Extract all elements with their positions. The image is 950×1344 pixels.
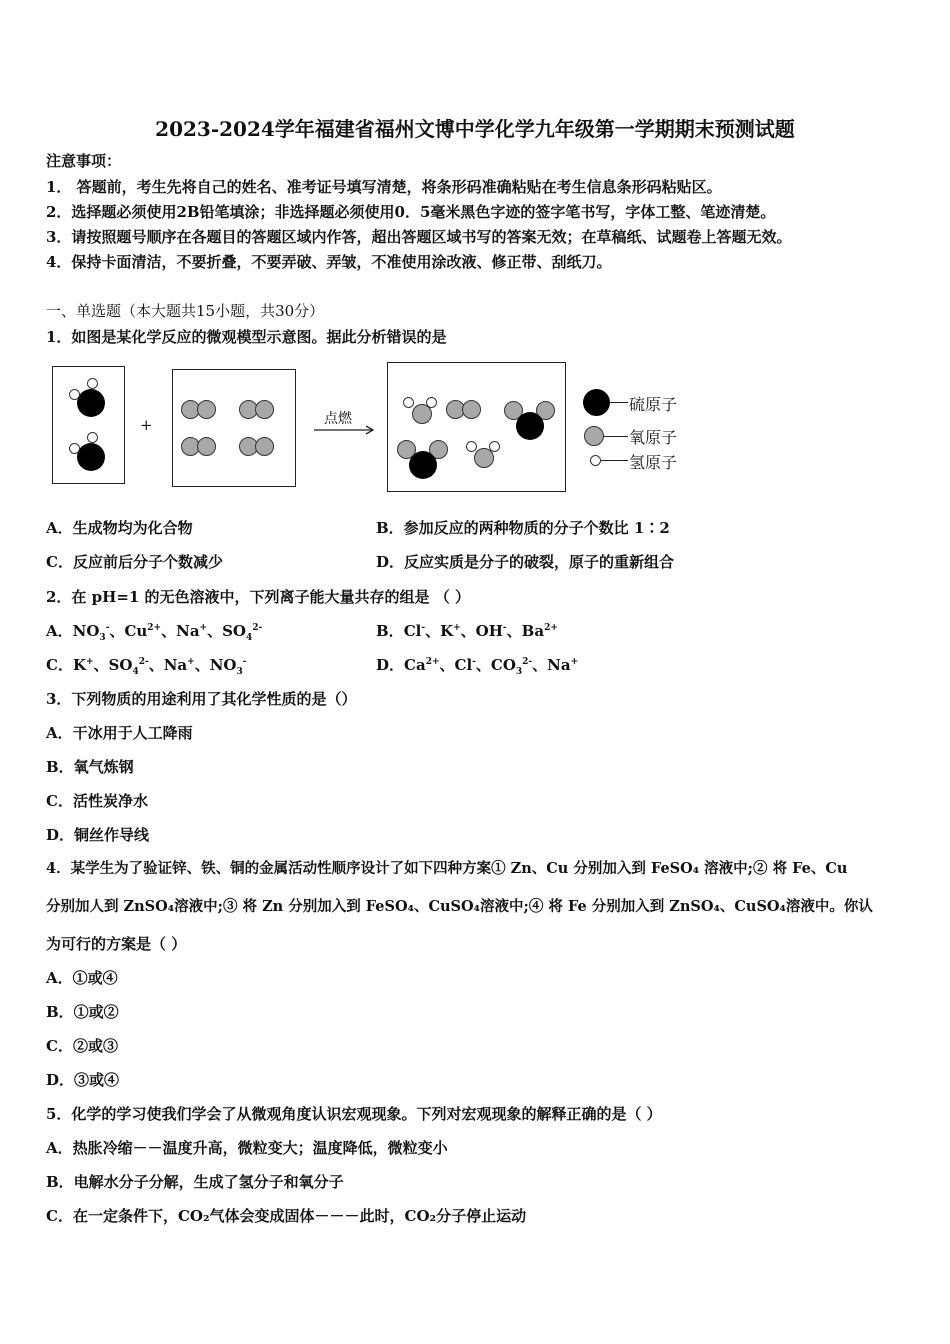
q4-option-b: B．①或②: [46, 1003, 119, 1021]
legend-sulfur-label: 硫原子: [629, 395, 678, 414]
q1-option-c: C．反应前后分子个数减少: [46, 553, 223, 571]
q2-option-c: C．K+、$SO_4^{2-}$、Na+、$NO_3^-$: [46, 656, 247, 677]
q5-option-a: A．热胀冷缩－－温度升高，微粒变大；温度降低，微粒变小: [46, 1139, 448, 1157]
page-title: 2023-2024学年福建省福州文博中学化学九年级第一学期期末预测试题: [155, 117, 795, 141]
notice-item-2: 2．选择题必须使用2B铅笔填涂；非选择题必须使用0．5毫米黑色字迹的签字笔书写，字体工整、笔迹清楚。: [46, 203, 776, 221]
q2-stem: 2．在 pH=1 的无色溶液中，下列离子能大量共存的组是 （ ）: [46, 588, 470, 606]
q5-stem: 5．化学的学习使我们学会了从微观角度认识宏观现象。下列对宏观现象的解释正确的是（ ）: [46, 1105, 662, 1123]
hydrogen-atom: [69, 443, 80, 454]
legend-sulfur-icon: [583, 389, 610, 416]
section-heading: 一、单选题（本大题共15小题，共30分）: [46, 302, 325, 320]
q3-option-a: A．干冰用于人工降雨: [46, 724, 193, 742]
legend-line: [601, 460, 628, 461]
product-box: [387, 362, 566, 492]
arrow-label: 点燃: [324, 411, 352, 427]
q3-stem: 3．下列物质的用途利用了其化学性质的是（）: [46, 690, 357, 708]
reactant-box-h2s: [52, 366, 125, 484]
notice-heading: 注意事项：: [46, 152, 122, 170]
oxygen-atom: [197, 400, 216, 419]
hydrogen-atom: [466, 441, 477, 452]
oxygen-atom: [462, 400, 481, 419]
legend-oxygen-label: 氧原子: [629, 428, 678, 447]
legend-oxygen-icon: [584, 426, 604, 446]
q1-option-d: D．反应实质是分子的破裂，原子的重新组合: [376, 553, 675, 571]
q4-option-a: A．①或④: [46, 969, 118, 987]
q4-stem-line1: 4．某学生为了验证锌、铁、铜的金属活动性顺序设计了如下四种方案① Zn、Cu 分别加入到 FeSO₄ 溶液中;② 将 Fe、Cu: [46, 860, 848, 877]
oxygen-atom: [255, 437, 274, 456]
hydrogen-atom: [69, 389, 80, 400]
hydrogen-atom: [426, 397, 437, 408]
q2-option-b: B．Cl-、K+、OH-、$Ba^{2+}$: [376, 622, 558, 640]
legend-hydrogen-label: 氢原子: [629, 453, 678, 472]
notice-item-1: 1． 答题前，考生先将自己的姓名、准考证号填写清楚，将条形码准确粘贴在考生信息条形码粘贴区。: [46, 178, 722, 196]
oxygen-atom: [255, 400, 274, 419]
q5-option-c: C．在一定条件下，CO₂气体会变成固体－－－此时，CO₂分子停止运动: [46, 1207, 527, 1225]
legend-line: [610, 402, 628, 403]
sulfur-atom: [77, 443, 105, 471]
q4-option-d: D．③或④: [46, 1071, 120, 1089]
q2-option-a: A．$NO_3^-$、$Cu^{2+}$、Na+、$SO_4^{2-}$: [46, 622, 263, 643]
notice-item-4: 4．保持卡面清洁，不要折叠，不要弄破、弄皱，不准使用涂改液、修正带、刮纸刀。: [46, 253, 612, 271]
q1-option-b: B．参加反应的两种物质的分子个数比 1∶2: [376, 519, 670, 537]
legend-hydrogen-icon: [590, 455, 601, 466]
hydrogen-atom: [87, 378, 98, 389]
q1-option-a: A．生成物均为化合物: [46, 519, 193, 537]
oxygen-atom: [197, 437, 216, 456]
reactant-box-o2: [172, 369, 296, 487]
q4-stem-line2: 分别加人到 ZnSO₄溶液中;③ 将 Zn 分别加入到 FeSO₄、CuSO₄溶液中;④ 将 Fe 分别加入到 ZnSO₄、CuSO₄溶液中。你认: [46, 898, 873, 915]
reaction-diagram: [46, 358, 706, 498]
q2-option-d: D．$Ca^{2+}$、Cl-、$CO_3^{2-}$、Na+: [376, 656, 579, 677]
hydrogen-atom: [403, 397, 414, 408]
q3-option-c: C．活性炭净水: [46, 792, 148, 810]
sulfur-atom: [516, 412, 544, 440]
q4-stem-line3: 为可行的方案是（ ）: [46, 935, 187, 953]
plus-sign: +: [140, 416, 153, 434]
legend-line: [604, 436, 628, 437]
q5-option-b: B．电解水分子分解，生成了氢分子和氧分子: [46, 1173, 344, 1191]
notice-item-3: 3．请按照题号顺序在各题目的答题区域内作答，超出答题区域书写的答案无效；在草稿纸、试题卷上答题无效。: [46, 228, 792, 246]
hydrogen-atom: [87, 432, 98, 443]
q4-option-c: C．②或③: [46, 1037, 118, 1055]
hydrogen-atom: [489, 441, 500, 452]
reaction-arrow-icon: [314, 424, 378, 436]
sulfur-atom: [77, 389, 105, 417]
q3-option-d: D．铜丝作导线: [46, 826, 150, 844]
q1-stem: 1．如图是某化学反应的微观模型示意图。据此分析错误的是: [46, 328, 447, 346]
sulfur-atom: [409, 451, 437, 479]
q3-option-b: B．氧气炼钢: [46, 758, 134, 776]
